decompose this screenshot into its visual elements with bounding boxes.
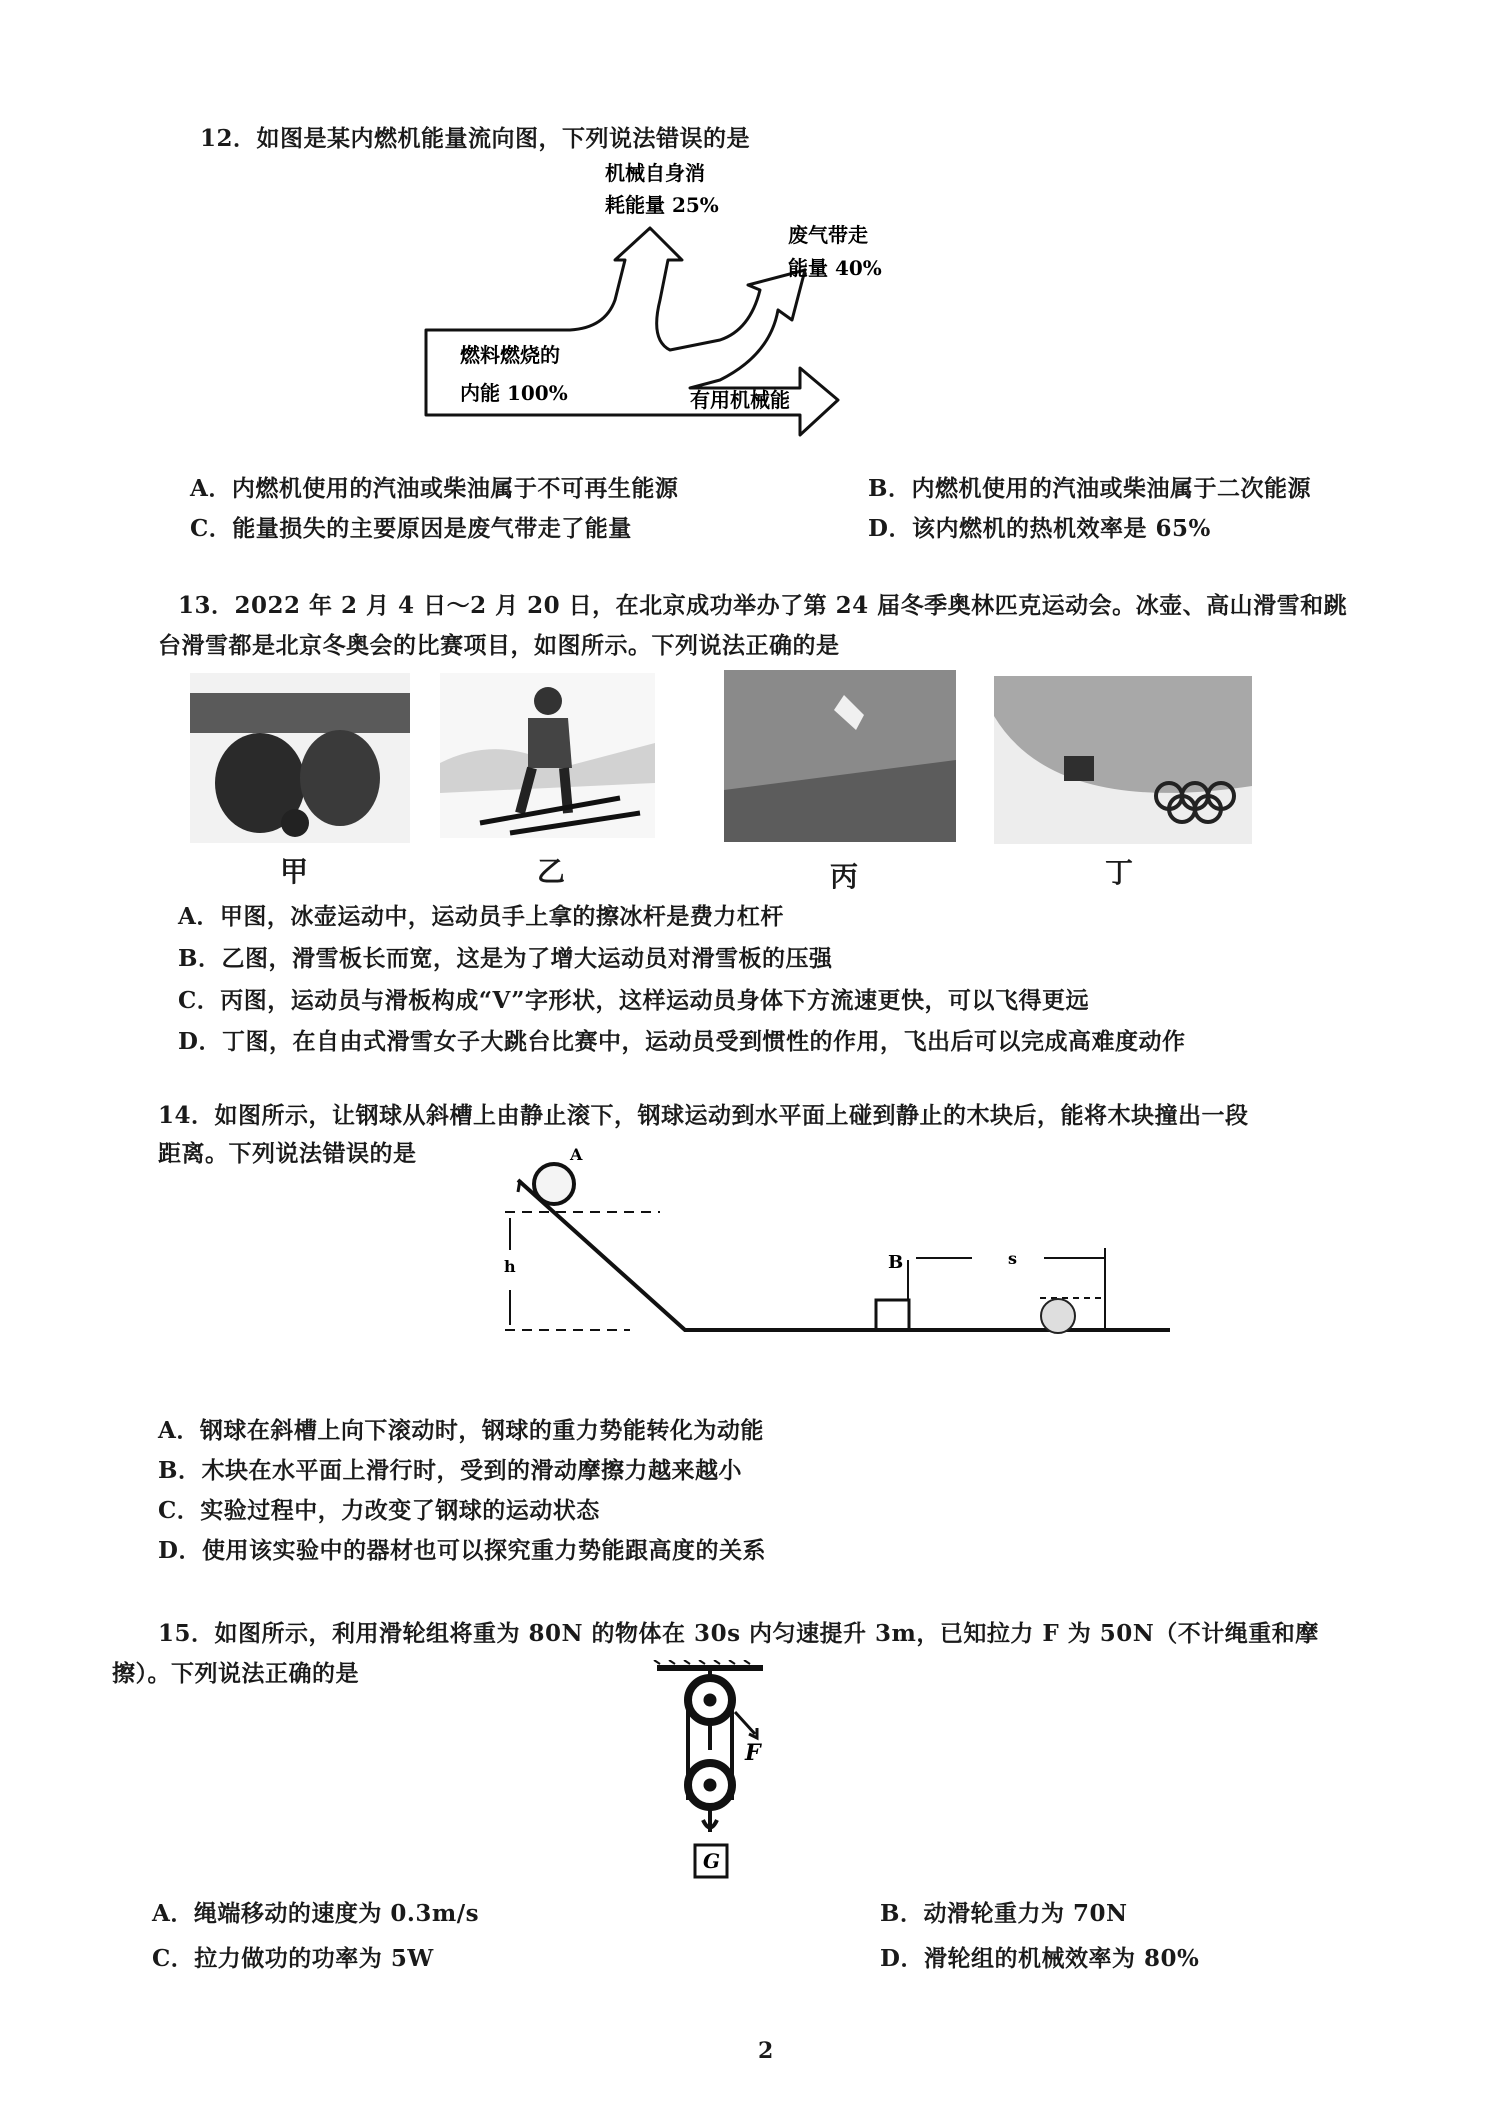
q14-option-d: D．使用该实验中的器材也可以探究重力势能跟高度的关系 (158, 1537, 766, 1564)
label-h: h (504, 1257, 516, 1276)
label-s: s (1008, 1249, 1018, 1268)
mech-loss-label-1: 机械自身消 (605, 161, 705, 185)
q12-option-b: B．内燃机使用的汽油或柴油属于二次能源 (868, 475, 1311, 502)
q13-option-d: D．丁图，在自由式滑雪女子大跳台比赛中，运动员受到惯性的作用，飞出后可以完成高难度动作 (178, 1028, 1186, 1055)
exhaust-label-1: 废气带走 (788, 223, 868, 247)
label-f: F (745, 1740, 761, 1766)
q13-stem-line2: 台滑雪都是北京冬奥会的比赛项目，如图所示。下列说法正确的是 (158, 632, 840, 659)
fuel-label-2: 内能 100% (460, 381, 568, 405)
caption-yi: 乙 (537, 855, 566, 888)
q14-stem-line2: 距离。下列说法错误的是 (158, 1140, 417, 1167)
q13-option-c: C．丙图，运动员与滑板构成“V”字形状，这样运动员身体下方流速更快，可以飞得更远 (178, 987, 1090, 1014)
q15-option-a: A．绳端移动的速度为 0.3m/s (152, 1900, 480, 1927)
q14-stem-line1: 14．如图所示，让钢球从斜槽上由静止滚下，钢球运动到水平面上碰到静止的木块后，能将木块撞出一段 (158, 1102, 1249, 1129)
label-b: B (888, 1252, 904, 1273)
q12-option-c: C．能量损失的主要原因是废气带走了能量 (190, 515, 632, 542)
caption-ding: 丁 (1105, 856, 1134, 889)
useful-label: 有用机械能 (690, 388, 790, 412)
q13-option-b: B．乙图，滑雪板长而宽，这是为了增大运动员对滑雪板的压强 (178, 945, 833, 972)
q15-option-c: C．拉力做功的功率为 5W (152, 1945, 434, 1972)
label-g: G (703, 1849, 721, 1873)
q12-stem: 12．如图是某内燃机能量流向图，下列说法错误的是 (200, 125, 751, 152)
q15-option-b: B．动滑轮重力为 70N (880, 1900, 1128, 1927)
steel-ball-a (534, 1164, 574, 1204)
q13-option-a: A．甲图，冰壶运动中，运动员手上拿的擦冰杆是费力杠杆 (178, 903, 784, 930)
q12-option-d: D．该内燃机的热机效率是 65% (868, 515, 1211, 542)
q12-option-a: A．内燃机使用的汽油或柴油属于不可再生能源 (190, 475, 679, 502)
incline-collision-diagram (480, 1140, 1180, 1360)
caption-jia: 甲 (280, 855, 309, 888)
page-number: 2 (758, 2038, 774, 2064)
skiing-photo (440, 673, 655, 838)
q13-stem-line1: 13．2022 年 2 月 4 日～2 月 20 日，在北京成功举办了第 24 届冬季奥林匹克运动会。冰壶、高山滑雪和跳 (178, 592, 1348, 619)
mech-loss-label-2: 耗能量 25% (605, 193, 719, 217)
ski-jump-photo (724, 670, 956, 842)
q14-option-c: C．实验过程中，力改变了钢球的运动状态 (158, 1497, 600, 1524)
fuel-label-1: 燃料燃烧的 (460, 343, 560, 367)
q15-option-d: D．滑轮组的机械效率为 80% (880, 1945, 1200, 1972)
q15-stem-line2: 擦）。下列说法正确的是 (112, 1660, 359, 1687)
q14-option-a: A．钢球在斜槽上向下滚动时，钢球的重力势能转化为动能 (158, 1417, 764, 1444)
steel-ball-end (1041, 1299, 1075, 1333)
label-a: A (570, 1145, 583, 1164)
caption-bing: 丙 (830, 860, 859, 893)
exhaust-label-2: 能量 40% (788, 256, 882, 280)
q14-option-b: B．木块在水平面上滑行时，受到的滑动摩擦力越来越小 (158, 1457, 742, 1484)
pulley-system-diagram (645, 1660, 805, 1900)
q15-stem-line1: 15．如图所示，利用滑轮组将重为 80N 的物体在 30s 内匀速提升 3m，已知拉力 F 为 50N（不计绳重和摩 (158, 1620, 1319, 1647)
big-air-photo (994, 676, 1252, 844)
curling-photo (190, 673, 410, 843)
energy-flow-diagram (420, 140, 940, 470)
